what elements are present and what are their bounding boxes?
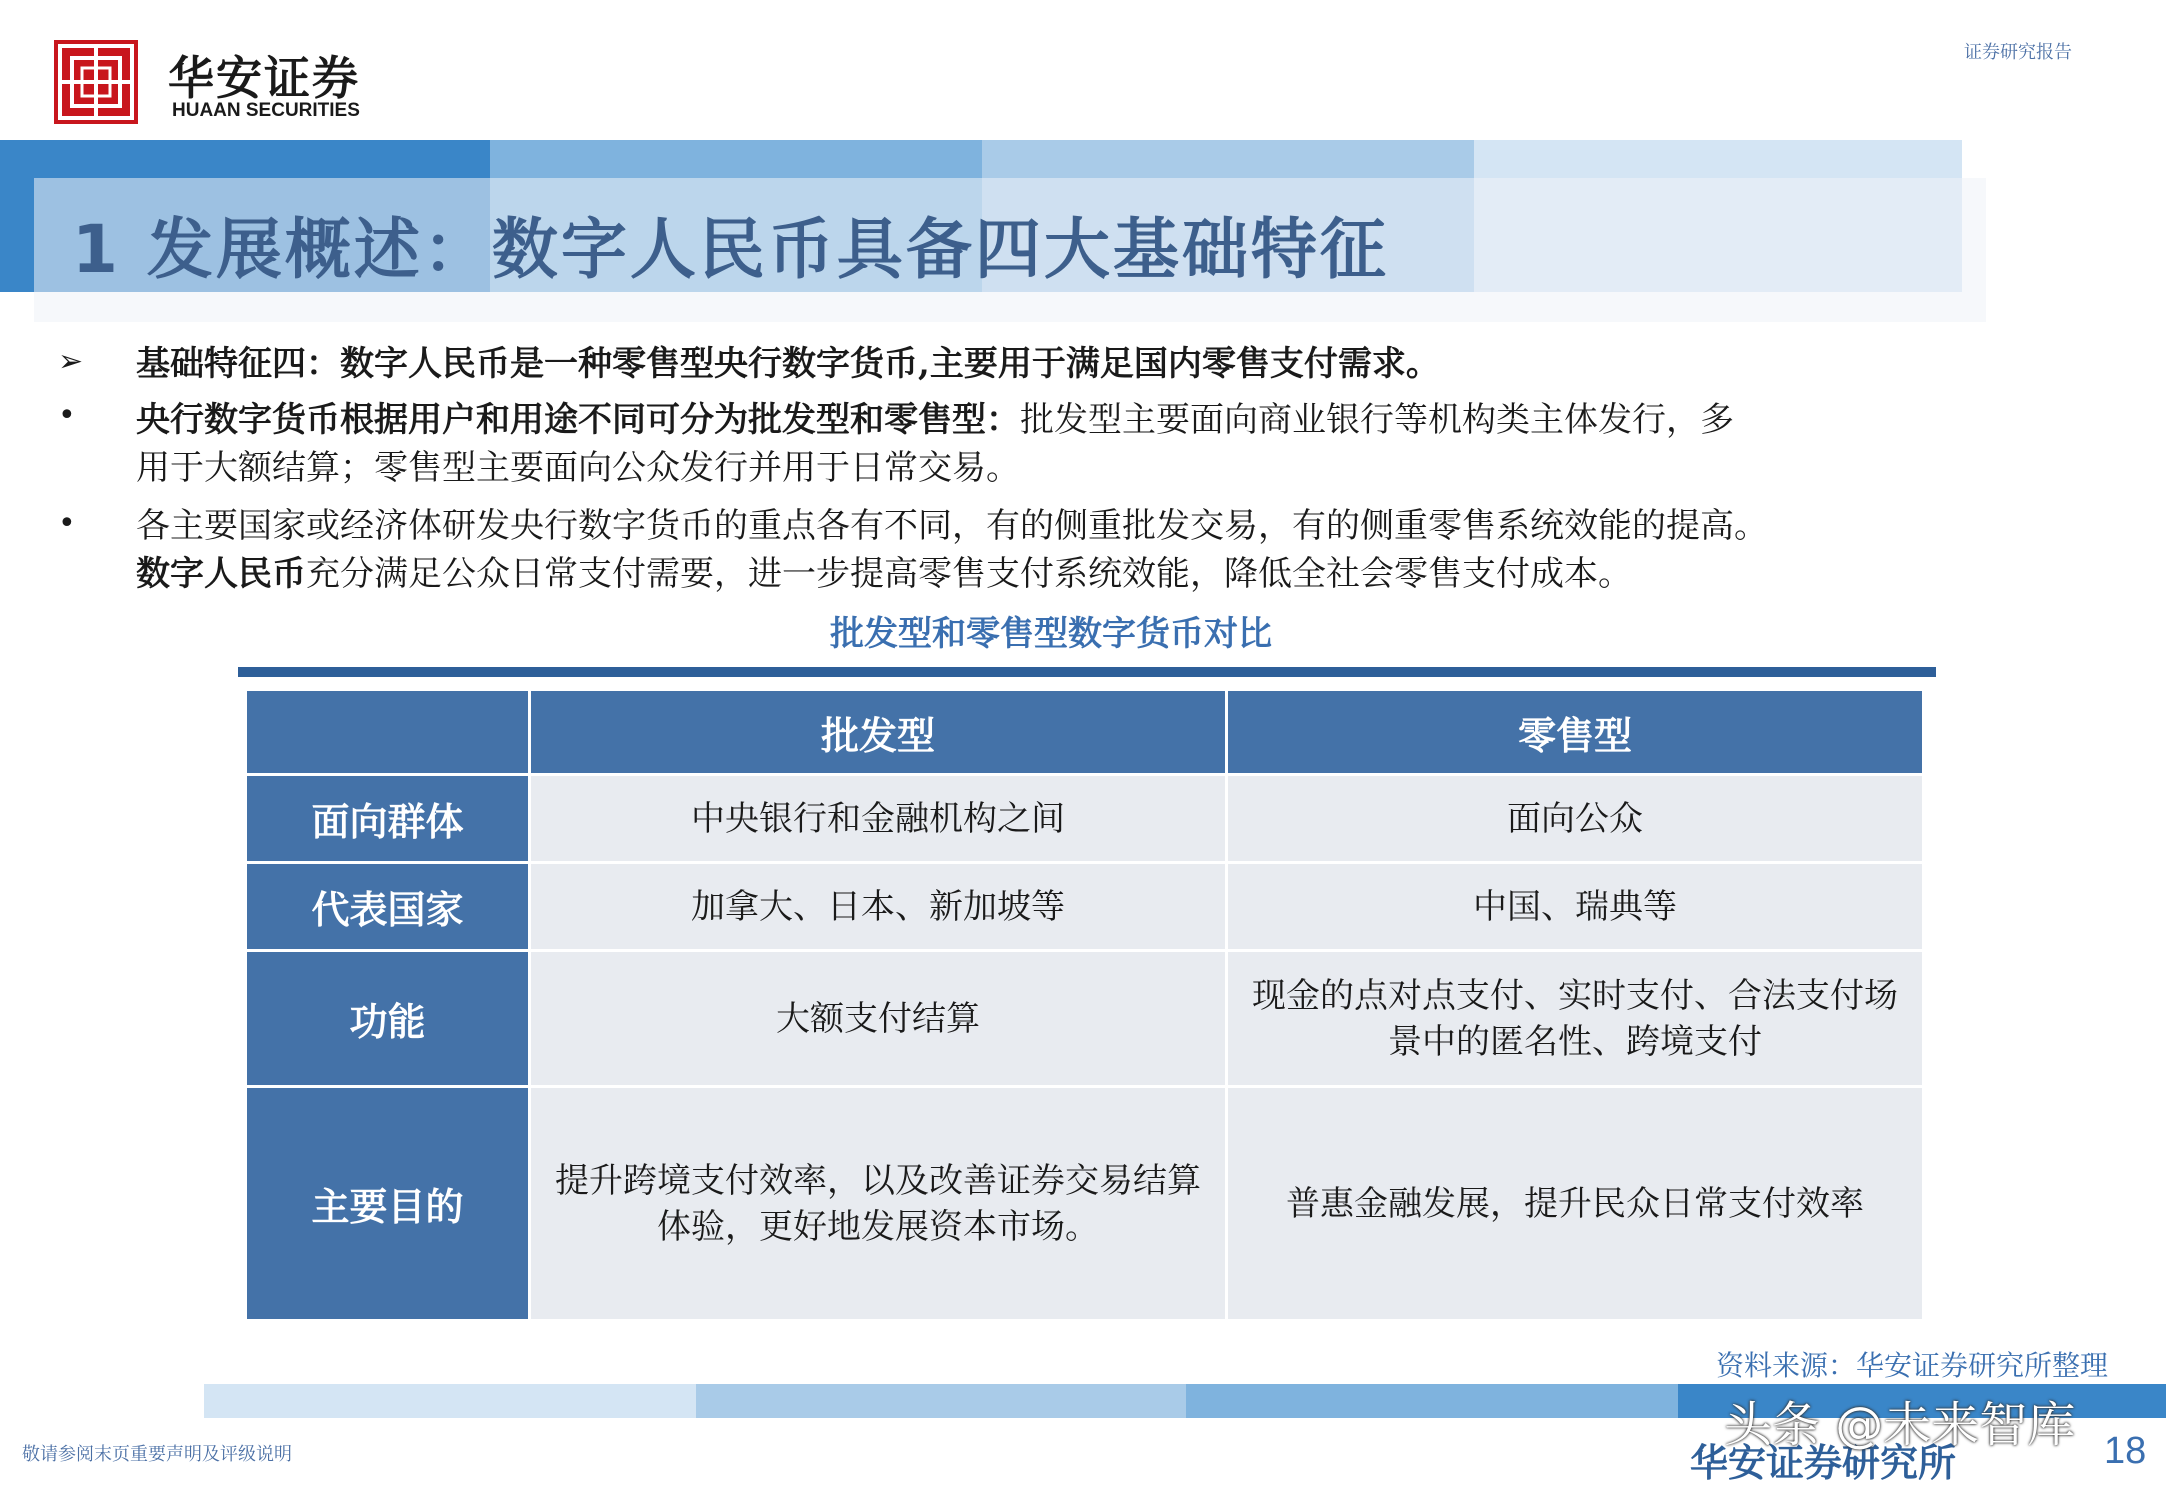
table-row [246,1087,1924,1321]
table-row [246,863,1924,951]
bullet-dot-icon: • [58,398,76,433]
table-cell: 现金的点对点支付、实时支付、合法支付场景中的匿名性、跨境支付 [1227,951,1924,1087]
footer-band-segment [696,1384,1186,1418]
bullet-arrow-icon: ➢ [58,344,84,379]
bullet-bold-text: 央行数字货币根据用户和用途不同可分为批发型和零售型： [136,400,1020,440]
table-caption: 批发型和零售型数字货币对比 [830,614,1272,654]
bullet-bold-text: 数字人民币 [136,554,306,594]
table-cell: 大额支付结算 [530,951,1227,1087]
table-cell: 中国、瑞典等 [1227,863,1924,951]
bullet-plain-text: 用于大额结算；零售型主要面向公众发行并用于日常交易。 [136,448,1020,488]
bullet-plain-text: 充分满足公众日常支付需要，进一步提高零售支付系统效能，降低全社会零售支付成本。 [306,554,1632,594]
source-note: 资料来源：华安证券研究所整理 [1716,1349,2109,1382]
logo-text-en: HUAAN SECURITIES [172,100,360,121]
watermark-text: 头条 @未来智库 [1724,1397,2076,1453]
table-top-rule [238,667,1936,677]
row-header: 主要目的 [246,1087,530,1321]
row-header: 功能 [246,951,530,1087]
bullet-text [136,550,1632,598]
bullet-plain-text: 各主要国家或经济体研发央行数字货币的重点各有不同，有的侧重批发交易，有的侧重零售系统效能的提高。 [136,506,1768,546]
company-logo-icon [54,40,138,124]
table-cell: 加拿大、日本、新加坡等 [530,863,1227,951]
footer-band-segment [1186,1384,1678,1418]
column-header-wholesale: 批发型 [530,690,1227,775]
bullet-bold-text: 基础特征四：数字人民币是一种零售型央行数字货币,主要用于满足国内零售支付需求。 [136,344,1440,384]
bullet-text [136,444,1020,492]
bullet-dot-icon: • [58,506,76,541]
table-cell: 面向公众 [1227,775,1924,863]
row-header: 面向群体 [246,775,530,863]
page-title: 1 发展概述：数字人民币具备四大基础特征 [72,211,1389,288]
bullet-plain-text: 批发型主要面向商业银行等机构类主体发行，多 [1020,400,1734,440]
bullet-text [136,502,1768,550]
table-cell: 提升跨境支付效率，以及改善证券交易结算体验，更好地发展资本市场。 [530,1087,1227,1321]
footer-org-name: 华安证券研究所 [1690,1440,1957,1485]
comparison-table [244,688,1925,1322]
report-type-label: 证券研究报告 [1964,42,2072,63]
bullet-text [136,396,1734,444]
table-cell: 中央银行和金融机构之间 [530,775,1227,863]
footer-band-segment [204,1384,696,1418]
table-row [246,951,1924,1087]
table-header-row [246,690,1924,775]
page-number: 18 [2104,1430,2147,1472]
logo-text-cn: 华安证券 [168,51,360,105]
table-corner-cell [246,690,530,775]
table-cell: 普惠金融发展，提升民众日常支付效率 [1227,1087,1924,1321]
column-header-retail: 零售型 [1227,690,1924,775]
table-row [246,775,1924,863]
bullet-text [136,340,1440,388]
footer-disclaimer: 敬请参阅末页重要声明及评级说明 [22,1444,292,1465]
row-header: 代表国家 [246,863,530,951]
